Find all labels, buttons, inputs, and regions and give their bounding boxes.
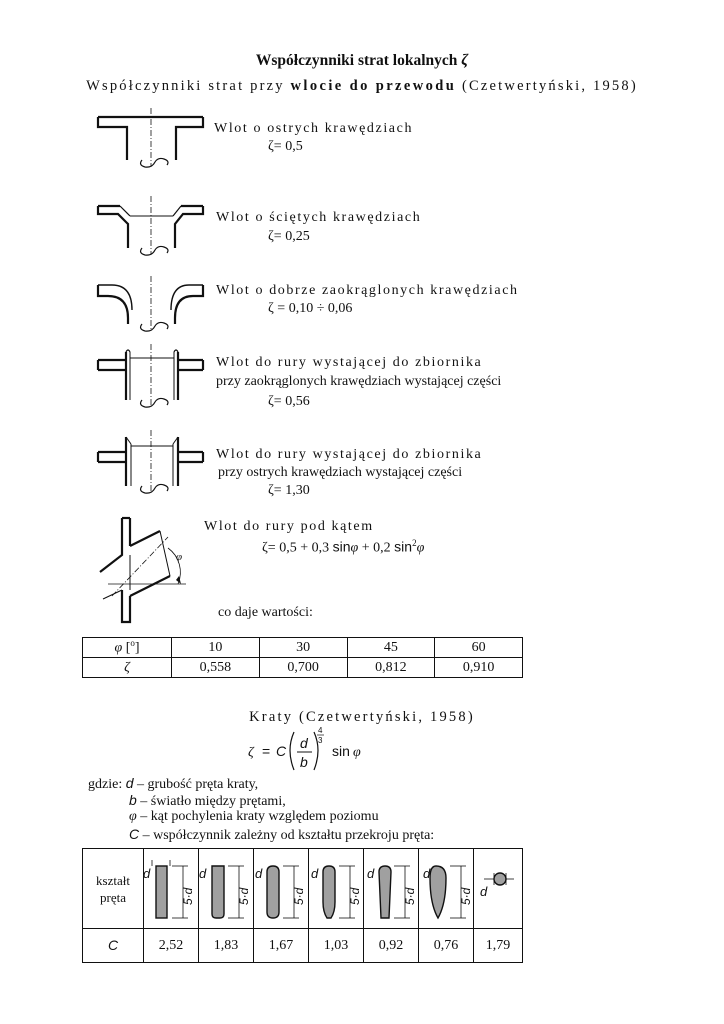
formula-eq: = (262, 743, 271, 759)
inlet-3-value: ζ = 0,10 ÷ 0,06 (268, 301, 353, 316)
c-value-cell: 1,83 (199, 929, 254, 963)
where-symbol: b (129, 792, 137, 808)
dim-5d-label: 5·d (348, 887, 362, 905)
dim-5d-label: 5·d (237, 887, 251, 905)
where-symbol: φ (129, 809, 137, 824)
dim-d-label: d (199, 866, 207, 881)
where-text: – współczynnik zależny od kształtu przekroju pręta: (142, 828, 435, 843)
dim-d-label: d (367, 866, 375, 881)
c-value-cell: 2,52 (144, 929, 199, 963)
zeta-cell: 0,558 (172, 658, 260, 678)
dim-5d-label: 5·d (403, 887, 417, 905)
subtitle-bold: wlocie do przewodu (290, 78, 457, 94)
bar-shape-tapered (379, 866, 391, 918)
diagram-phi-label: φ (176, 551, 183, 563)
dim-d-label: d (311, 866, 319, 881)
inlet-5-sublabel: przy ostrych krawędziach wystającej części (218, 465, 463, 480)
subtitle-part2: (Czetwertyński, 1958) (462, 78, 638, 94)
dim-5d-label: 5·d (292, 887, 306, 905)
formula-phi1: φ (350, 540, 359, 556)
formula-exp-den: 3 (318, 736, 323, 745)
bar-shape-airfoil (430, 866, 446, 918)
where-prefix: gdzie: (88, 777, 123, 792)
inlet-2-value: ζ= 0,25 (268, 229, 310, 244)
bar-shape-circle (494, 873, 506, 885)
formula-sin: sin (332, 743, 350, 759)
header-line1: kształt (96, 872, 130, 888)
c-value-cell: 1,67 (254, 929, 309, 963)
zeta-symbol: ζ (124, 659, 130, 675)
formula-C: C (276, 743, 287, 759)
formula-exp-num: 4 (318, 726, 323, 735)
angle-note: co daje wartości: (218, 605, 313, 620)
inlet-2-label: Wlot o ściętych krawędziach (216, 210, 422, 225)
formula-mid: + 0,2 (361, 540, 391, 556)
zeta-cell: 0,910 (435, 658, 523, 678)
kraty-title: Kraty (Czetwertyński, 1958) (249, 709, 475, 725)
formula-zeta: ζ (248, 745, 254, 760)
dim-5d-label: 5·d (181, 887, 195, 905)
dim-5d-label: 5·d (459, 887, 473, 905)
angle-inlet-label: Wlot do rury pod kątem (204, 519, 374, 534)
angle-cell: 10 (172, 638, 260, 658)
inlet-3-label: Wlot o dobrze zaokrąglonych krawędziach (216, 283, 519, 298)
bar-shape-rect (156, 866, 167, 918)
phi-symbol: φ (114, 640, 123, 656)
formula-phi2: φ (416, 540, 425, 556)
formula-b: b (300, 754, 308, 770)
c-value-cell: 0,92 (364, 929, 419, 963)
formula-sin2: sin (394, 538, 413, 555)
header-line2: pręta (100, 889, 126, 905)
c-symbol: C (107, 936, 119, 953)
formula-sin1: sin (332, 538, 351, 555)
formula-phi: φ (353, 745, 361, 760)
unit-open: [ (125, 640, 131, 656)
formula-d: d (300, 735, 308, 751)
c-value-cell: 1,03 (309, 929, 364, 963)
where-symbol: d (125, 775, 134, 791)
inlet-1-label: Wlot o ostrych krawędziach (214, 121, 414, 136)
zeta-cell: 0,700 (259, 658, 347, 678)
c-value-cell: 0,76 (419, 929, 474, 963)
c-value-cell: 1,79 (474, 929, 523, 963)
dim-d-label: d (480, 884, 488, 899)
dim-d-label: d (255, 866, 263, 881)
zeta-cell: 0,812 (347, 658, 435, 678)
formula-lhs: ζ= 0,5 + 0,3 (262, 540, 330, 556)
angle-cell: 45 (347, 638, 435, 658)
bar-shape-rounded-end (212, 866, 224, 918)
dim-d-label: d (423, 866, 431, 881)
where-text: – kąt pochylenia kraty względem poziomu (140, 809, 379, 824)
inlet-1-value: ζ= 0,5 (268, 139, 303, 154)
angle-cell: 30 (259, 638, 347, 658)
title-zeta-symbol: ζ (461, 52, 469, 69)
where-symbol: C (129, 826, 140, 842)
subtitle-part1: Współczynniki strat przy (86, 78, 285, 94)
where-text: – światło między prętami, (140, 794, 286, 809)
where-text: – grubość pręta kraty, (137, 777, 259, 792)
formula-exp: 2 (412, 538, 417, 548)
inlet-5-label: Wlot do rury wystającej do zbiornika (216, 447, 483, 462)
inlet-4-sublabel: przy zaokrąglonych krawędziach wystającej części (216, 374, 502, 389)
angle-cell: 60 (435, 638, 523, 658)
unit-close: ] (134, 640, 140, 656)
dim-d-label: d (143, 866, 151, 881)
title-text: Współczynniki strat lokalnych (255, 52, 458, 69)
inlet-5-value: ζ= 1,30 (268, 483, 310, 498)
inlet-4-label: Wlot do rury wystającej do zbiornika (216, 355, 483, 370)
unit-degree: o (130, 638, 135, 649)
inlet-4-value: ζ= 0,56 (268, 394, 310, 409)
bar-shape-rounded-both (267, 866, 279, 918)
bar-shape-teardrop (323, 866, 335, 918)
